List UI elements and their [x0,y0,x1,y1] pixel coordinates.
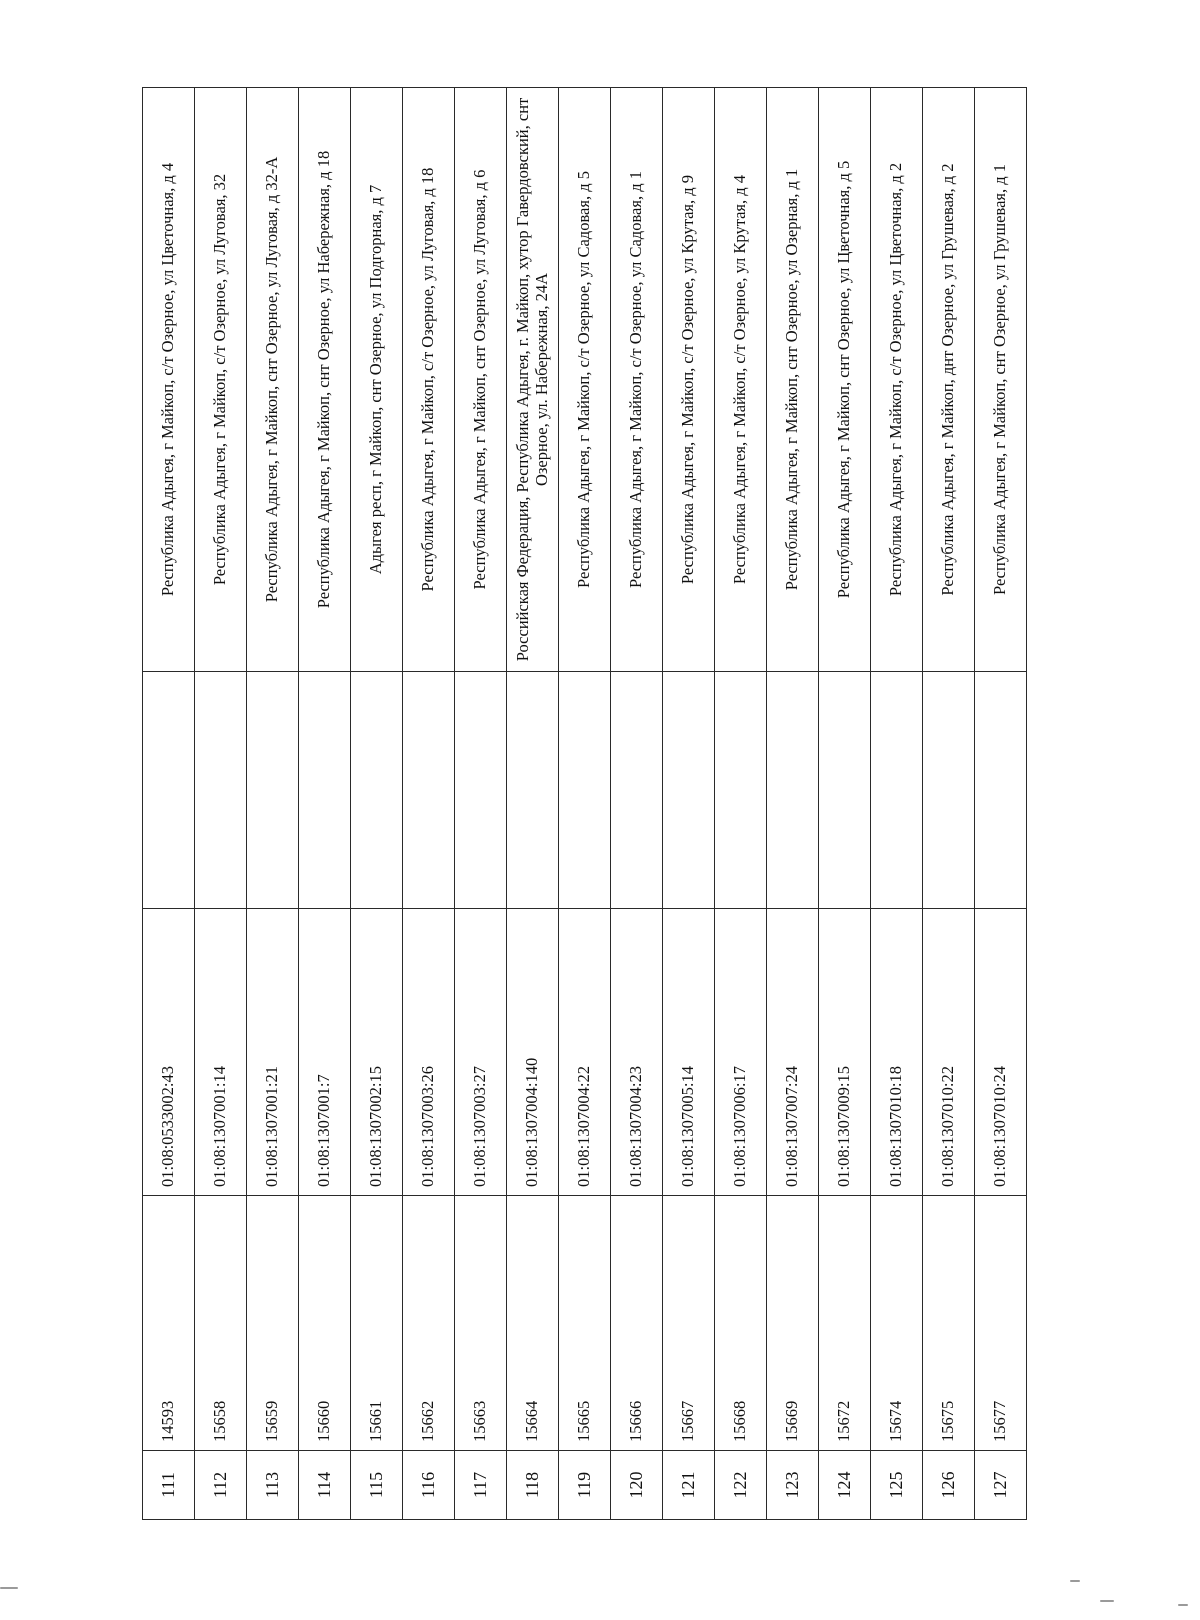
object-id-cell: 15660 [299,1196,351,1451]
property-registry-table [142,87,1027,1520]
empty-cell [143,672,195,909]
cadastral-number-cell: 01:08:1307009:15 [819,909,871,1196]
cadastral-number-cell: 01:08:1307002:15 [351,909,403,1196]
row-number-cell: 115 [351,1451,403,1520]
cadastral-number-cell: 01:08:1307001:14 [195,909,247,1196]
table-row [819,88,871,1520]
empty-cell [195,672,247,909]
table-row [559,88,611,1520]
object-id-cell: 15677 [975,1196,1027,1451]
empty-cell [455,672,507,909]
cadastral-number-cell: 01:08:1307010:18 [871,909,923,1196]
empty-cell [507,672,559,909]
empty-cell [715,672,767,909]
row-number-cell: 114 [299,1451,351,1520]
address-cell: Адыгея респ, г Майкоп, снт Озерное, ул Подгорная, д 7 [351,88,403,672]
table-row [351,88,403,1520]
scan-speck [1178,1604,1188,1606]
empty-cell [975,672,1027,909]
address-cell: Республика Адыгея, г Майкоп, с/т Озерное, ул Крутая, д 9 [663,88,715,672]
row-number-cell: 121 [663,1451,715,1520]
row-number-cell: 120 [611,1451,663,1520]
registry-table-body [143,88,1027,1520]
row-number-cell: 112 [195,1451,247,1520]
cadastral-number-cell: 01:08:1307010:22 [923,909,975,1196]
address-cell: Республика Адыгея, г Майкоп, днт Озерное, ул Грушевая, д 2 [923,88,975,672]
row-number-cell: 118 [507,1451,559,1520]
object-id-cell: 15663 [455,1196,507,1451]
cadastral-number-cell: 01:08:1307001:21 [247,909,299,1196]
table-row [455,88,507,1520]
object-id-cell: 15674 [871,1196,923,1451]
cadastral-number-cell: 01:08:1307004:22 [559,909,611,1196]
address-cell: Республика Адыгея, г Майкоп, с/т Озерное, ул Крутая, д 4 [715,88,767,672]
table-row [195,88,247,1520]
address-cell: Республика Адыгея, г Майкоп, снт Озерное, ул Луговая, д 6 [455,88,507,672]
table-row [299,88,351,1520]
object-id-cell: 15665 [559,1196,611,1451]
row-number-cell: 116 [403,1451,455,1520]
empty-cell [351,672,403,909]
table-row [507,88,559,1520]
table-row [767,88,819,1520]
table-row [247,88,299,1520]
row-number-cell: 119 [559,1451,611,1520]
address-cell: Республика Адыгея, г Майкоп, с/т Озерное, ул Садовая, д 5 [559,88,611,672]
cadastral-number-cell: 01:08:1307001:7 [299,909,351,1196]
address-cell: Республика Адыгея, г Майкоп, с/т Озерное, ул Цветочная, д 4 [143,88,195,672]
empty-cell [923,672,975,909]
object-id-cell: 14593 [143,1196,195,1451]
scan-speck [1070,1580,1080,1582]
address-cell: Российская Федерация, Республика Адыгея, г. Майкоп, хутор Гавердовский, снт Озерное, ул. Набережная, 24А [507,88,559,672]
row-number-cell: 124 [819,1451,871,1520]
object-id-cell: 15658 [195,1196,247,1451]
address-cell: Республика Адыгея, г Майкоп, снт Озерное, ул Луговая, д 32-А [247,88,299,672]
object-id-cell: 15669 [767,1196,819,1451]
object-id-cell: 15675 [923,1196,975,1451]
row-number-cell: 122 [715,1451,767,1520]
rotated-table-sheet [142,87,1027,1520]
object-id-cell: 15672 [819,1196,871,1451]
cadastral-number-cell: 01:08:1307010:24 [975,909,1027,1196]
address-cell: Республика Адыгея, г Майкоп, с/т Озерное, ул Цветочная, д 2 [871,88,923,672]
empty-cell [663,672,715,909]
cadastral-number-cell: 01:08:1307003:26 [403,909,455,1196]
table-row [871,88,923,1520]
row-number-cell: 111 [143,1451,195,1520]
row-number-cell: 123 [767,1451,819,1520]
object-id-cell: 15668 [715,1196,767,1451]
object-id-cell: 15667 [663,1196,715,1451]
address-cell: Республика Адыгея, г Майкоп, с/т Озерное, ул Садовая, д 1 [611,88,663,672]
cadastral-number-cell: 01:08:1307006:17 [715,909,767,1196]
address-cell: Республика Адыгея, г Майкоп, снт Озерное, ул Набережная, д 18 [299,88,351,672]
object-id-cell: 15659 [247,1196,299,1451]
scan-speck [0,1587,18,1589]
row-number-cell: 113 [247,1451,299,1520]
table-row [975,88,1027,1520]
cadastral-number-cell: 01:08:1307005:14 [663,909,715,1196]
object-id-cell: 15662 [403,1196,455,1451]
address-cell: Республика Адыгея, г Майкоп, снт Озерное, ул Озерная, д 1 [767,88,819,672]
table-row [611,88,663,1520]
row-number-cell: 117 [455,1451,507,1520]
object-id-cell: 15661 [351,1196,403,1451]
table-row [663,88,715,1520]
scan-speck [1100,1600,1114,1602]
empty-cell [559,672,611,909]
empty-cell [299,672,351,909]
empty-cell [767,672,819,909]
empty-cell [403,672,455,909]
table-row [403,88,455,1520]
address-cell: Республика Адыгея, г Майкоп, снт Озерное, ул Грушевая, д 1 [975,88,1027,672]
object-id-cell: 15664 [507,1196,559,1451]
cadastral-number-cell: 01:08:0533002:43 [143,909,195,1196]
address-cell: Республика Адыгея, г Майкоп, с/т Озерное, ул Луговая, д 18 [403,88,455,672]
table-row [923,88,975,1520]
empty-cell [247,672,299,909]
cadastral-number-cell: 01:08:1307003:27 [455,909,507,1196]
cadastral-number-cell: 01:08:1307007:24 [767,909,819,1196]
cadastral-number-cell: 01:08:1307004:140 [507,909,559,1196]
empty-cell [819,672,871,909]
address-cell: Республика Адыгея, г Майкоп, снт Озерное, ул Цветочная, д 5 [819,88,871,672]
row-number-cell: 125 [871,1451,923,1520]
table-row [715,88,767,1520]
row-number-cell: 127 [975,1451,1027,1520]
address-cell: Республика Адыгея, г Майкоп, с/т Озерное, ул Луговая, 32 [195,88,247,672]
empty-cell [871,672,923,909]
row-number-cell: 126 [923,1451,975,1520]
cadastral-number-cell: 01:08:1307004:23 [611,909,663,1196]
object-id-cell: 15666 [611,1196,663,1451]
table-row [143,88,195,1520]
empty-cell [611,672,663,909]
